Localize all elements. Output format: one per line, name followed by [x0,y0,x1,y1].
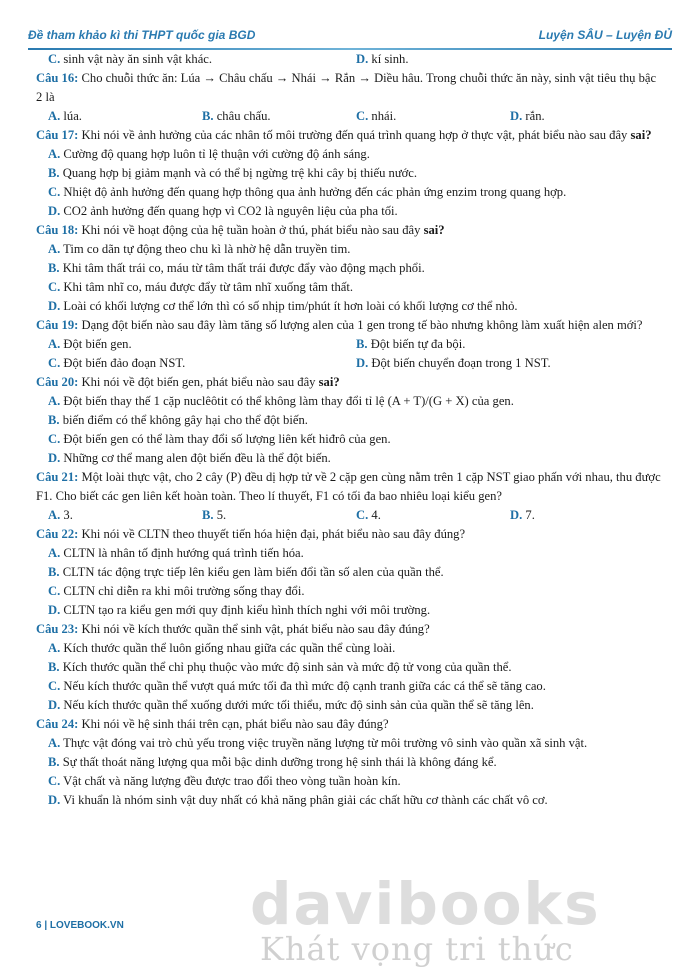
question [36,221,664,316]
question-text: Một loài thực vật, cho 2 cây (P) đều dị hợp tử về 2 cặp gen cùng nằm trên 1 cặp NST giao phấn với nhau, thu được F1. Cho biết các gen liên kết hoàn toàn. Theo lí thuyết, F1 có tối đa bao nhiêu loại kiểu gen? [36,470,661,503]
page-footer: 6 | LOVEBOOK.VN [36,920,124,931]
option-row [36,107,664,126]
option-text: Đột biến gen có thể làm thay đổi số lượng liên kết hiđrô của gen. [63,432,391,446]
option-text: châu chấu. [216,109,271,123]
header-title: Đề tham khảo kì thi THPT quốc gia BGD [28,28,256,42]
question-list [36,69,664,810]
option-text: Quang hợp bị giảm mạnh và có thể bị ngừng trệ khi cây bị thiếu nước. [62,166,418,180]
question-text: Cho chuỗi thức ăn: Lúa → Châu chấu → Nhái → Rắn → Diều hâu. Trong chuỗi thức ăn này, sinh vật tiêu thụ bậc 2 là [36,71,657,104]
option-label: C. [48,280,61,294]
question-text: Khi nói về ảnh hưởng của các nhân tố môi trường đến quá trình quang hợp ở thực vật, phát biểu nào sau đây [81,128,628,142]
option-text: Khi tâm nhĩ co, máu được đẩy từ tâm nhĩ xuống tâm thất. [63,280,354,294]
option-row [36,506,664,525]
question-number: Câu 24: [36,717,79,731]
option-text: CO2 ảnh hưởng đến quang hợp vì CO2 là nguyên liệu của pha tối. [63,204,398,218]
option-label: B. [202,109,214,123]
option-text: Nhiệt độ ảnh hưởng đến quang hợp thông qua ảnh hưởng đến các phản ứng enzim trong quang hợp. [63,185,567,199]
option-label: D. [48,299,61,313]
option-label: A. [48,736,61,750]
option-label: A. [48,109,61,123]
option [356,50,664,69]
option [36,297,664,316]
option [36,411,664,430]
option [36,563,664,582]
option-label: B. [48,166,60,180]
option-label: C. [48,774,61,788]
option [36,677,664,696]
option-text: Những cơ thể mang alen đột biến đều là thể đột biến. [63,451,331,465]
option [510,107,664,126]
question [36,373,664,468]
question [36,126,664,221]
option-label: A. [48,394,61,408]
option-text: Đột biến gen. [63,337,132,351]
option-label: B. [48,565,60,579]
question [36,468,664,525]
option [356,506,510,525]
option-label: D. [48,451,61,465]
option-text: CLTN là nhân tố định hướng quá trình tiến hóa. [63,546,304,560]
question-number: Câu 20: [36,375,79,389]
question-text: Dạng đột biến nào sau đây làm tăng số lượng alen của 1 gen trong tế bào nhưng không làm xuất hiện alen mới? [81,318,643,332]
option-label: D. [48,793,61,807]
option-text: Đột biến đảo đoạn NST. [63,356,186,370]
option-label: A. [48,337,61,351]
question-tail: ? [333,375,340,389]
option [36,658,664,677]
question [36,525,664,620]
option [356,107,510,126]
question-number: Câu 21: [36,470,79,484]
question-stem [36,468,664,506]
question-number: Câu 23: [36,622,79,636]
option [510,506,664,525]
option-text: kí sinh. [371,52,409,66]
option [36,164,664,183]
option-text: Nếu kích thước quần thể xuống dưới mức tối thiểu, mức độ sinh sản của quần thể sẽ tăng lên. [63,698,534,712]
option [36,449,664,468]
option-label: C. [356,508,369,522]
option [356,354,664,373]
option [36,240,664,259]
option-text: Tim co dãn tự động theo chu kì là nhờ hệ dẫn truyền tim. [63,242,351,256]
page-content [36,50,664,810]
question-stem [36,620,664,639]
option [48,354,356,373]
question-stem [36,525,664,544]
option-label: D. [356,356,369,370]
option-text: CLTN tạo ra kiểu gen mới quy định kiểu hình thích nghi với môi trường. [63,603,431,617]
option [36,259,664,278]
option-label: B. [48,660,60,674]
question [36,69,664,126]
option-text: Thực vật đóng vai trò chủ yếu trong việc truyền năng lượng từ môi trường vô sinh vào quần xã sinh vật. [63,736,588,750]
option [36,202,664,221]
option-label: A. [48,641,61,655]
option [36,639,664,658]
option-text: Kích thước quần thể chỉ phụ thuộc vào mức độ sinh sản và mức độ tử vong của quần thể. [62,660,512,674]
question [36,620,664,715]
question-text: Khi nói về hoạt động của hệ tuần hoàn ở thú, phát biểu nào sau đây [81,223,421,237]
option-text: Sự thất thoát năng lượng qua mỗi bậc dinh dưỡng trong hệ sinh thái là không đáng kể. [62,755,497,769]
option [202,107,356,126]
option-text: 4. [371,508,381,522]
option-label: B. [48,755,60,769]
question-text: Khi nói về CLTN theo thuyết tiến hóa hiện đại, phát biểu nào sau đây đúng? [81,527,466,541]
page-header [28,22,672,48]
option [36,734,664,753]
option-row [36,354,664,373]
question-number: Câu 17: [36,128,79,142]
option-text: 5. [216,508,227,522]
question-number: Câu 19: [36,318,79,332]
option-label: C. [356,109,369,123]
option [36,772,664,791]
watermark-slogan: Khát vọng tri thức [260,930,574,968]
option-label: D. [48,603,61,617]
option-label: C. [48,52,61,66]
question-number: Câu 22: [36,527,79,541]
option-label: C. [48,432,61,446]
lead-options [36,50,664,69]
option-text: Đột biến chuyển đoạn trong 1 NST. [371,356,551,370]
option-label: D. [510,109,523,123]
option [36,544,664,563]
option-text: Vi khuẩn là nhóm sinh vật duy nhất có khả năng phân giải các chất hữu cơ thành các chất vô cơ. [63,793,548,807]
option [36,601,664,620]
option [202,506,356,525]
option [36,278,664,297]
question-number: Câu 16: [36,71,79,85]
option-text: 3. [63,508,73,522]
option-text: CLTN tác động trực tiếp lên kiểu gen làm biến đổi tần số alen của quần thể. [62,565,444,579]
option-text: Kích thước quần thể luôn giống nhau giữa các quần thể cùng loài. [63,641,396,655]
option-text: sinh vật này ăn sinh vật khác. [63,52,213,66]
option-text: lúa. [63,109,82,123]
option-label: B. [48,413,60,427]
option [36,430,664,449]
option-text: Đột biến tự đa bội. [370,337,466,351]
question [36,715,664,810]
option-text: Cường độ quang hợp luôn tỉ lệ thuận với cường độ ánh sáng. [63,147,370,161]
option-text: nhái. [371,109,397,123]
option-label: D. [510,508,523,522]
question-stem [36,373,664,392]
option [48,335,356,354]
question-emphasis: sai [630,128,646,142]
question-text: Khi nói về hệ sinh thái trên cạn, phát biểu nào sau đây đúng? [81,717,389,731]
option-label: A. [48,242,61,256]
option-label: C. [48,679,61,693]
option [36,791,664,810]
option-text: Đột biến thay thế 1 cặp nuclêôtit có thể không làm thay đổi tỉ lệ (A + T)/(G + X) của gen. [63,394,514,408]
question-number: Câu 18: [36,223,79,237]
option-text: Nếu kích thước quần thể vượt quá mức tối đa thì mức độ cạnh tranh giữa các cá thể sẽ tăng cao. [63,679,546,693]
option-text: 7. [525,508,535,522]
option [356,335,664,354]
question-emphasis: sai [318,375,334,389]
option [36,392,664,411]
question-tail: ? [645,128,652,142]
question [36,316,664,373]
option-text: Loài có khối lượng cơ thể lớn thì có số nhịp tim/phút ít hơn loài có khối lượng cơ thể nhỏ. [63,299,518,313]
option-label: D. [48,204,61,218]
option-label: B. [48,261,60,275]
option-text: CLTN chỉ diễn ra khi môi trường sống thay đổi. [63,584,305,598]
option [36,145,664,164]
option-label: A. [48,546,61,560]
question-stem [36,316,664,335]
option-label: A. [48,508,61,522]
option [48,50,356,69]
option-text: rắn. [525,109,545,123]
option [48,506,202,525]
question-stem [36,126,664,145]
option-label: C. [48,185,61,199]
option [36,753,664,772]
option-label: B. [356,337,368,351]
watermark-brand: davibooks [250,870,601,938]
option-label: D. [48,698,61,712]
question-text: Khi nói về đột biến gen, phát biểu nào sau đây [81,375,316,389]
option-label: C. [48,584,61,598]
header-slogan: Luyện SÂU – Luyện ĐỦ [538,28,672,42]
option-text: Vật chất và năng lượng đều được trao đổi theo vòng tuần hoàn kín. [63,774,401,788]
option-label: A. [48,147,61,161]
option [36,696,664,715]
question-stem [36,221,664,240]
question-emphasis: sai [423,223,439,237]
option-label: C. [48,356,61,370]
option-text: biến điểm có thể không gây hại cho thể đột biến. [62,413,308,427]
option-label: D. [356,52,369,66]
question-stem [36,69,664,107]
question-text: Khi nói về kích thước quần thể sinh vật, phát biểu nào sau đây đúng? [81,622,430,636]
question-stem [36,715,664,734]
option-label: B. [202,508,214,522]
option [48,107,202,126]
option-row [36,335,664,354]
option [36,183,664,202]
option-text: Khi tâm thất trái co, máu từ tâm thất trái được đẩy vào động mạch phổi. [62,261,425,275]
option [36,582,664,601]
question-tail: ? [438,223,445,237]
